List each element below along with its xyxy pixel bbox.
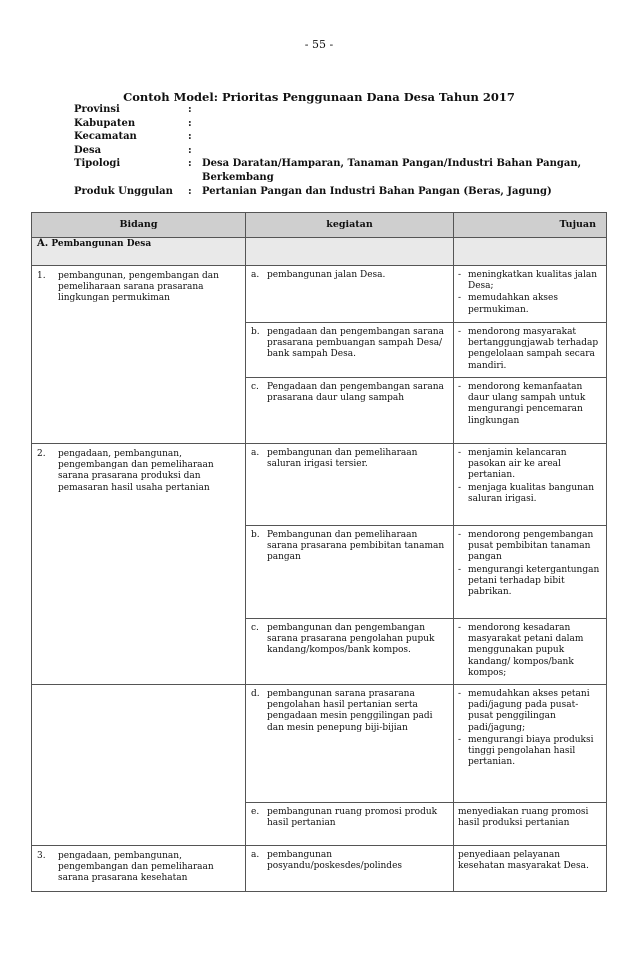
bidang-text: pengadaan, pembangunan, pengembangan dan pemeliharaan sarana prasarana kesehatan [58,851,214,884]
meta-colon: : [188,144,192,156]
meta-row-provinsi [74,103,587,117]
meta-colon: : [188,185,192,197]
meta-colon: : [188,158,192,170]
meta-label: Provinsi [74,104,120,115]
bidang-cell [32,846,246,892]
header-bidang: Bidang [32,213,246,238]
kegiatan-cell [246,378,454,444]
kegiatan-letter: a. [251,448,260,458]
meta-value [202,130,587,144]
kegiatan-letter: e. [251,807,260,817]
tujuan-item: - mendorong pengembangan pusat pembibitan tanaman pangan [458,530,594,563]
meta-colon: : [188,131,192,143]
meta-label: Desa [74,144,102,156]
kegiatan-text: pengadaan dan pengembangan sarana prasarana pembuangan sampah Desa/ bank sampah Desa. [267,327,444,360]
header-kegiatan: kegiatan [246,213,454,238]
section-empty-cell [454,238,607,266]
bidang-cell-empty [32,685,246,846]
metadata-block [74,103,587,198]
meta-colon: : [188,104,192,115]
tujuan-item: - mengurangi ketergantungan petani terhadap bibit pabrikan. [458,564,600,598]
bidang-number: 2. [37,449,46,459]
section-letter: A. [37,238,49,249]
table-row [32,685,607,803]
kegiatan-letter: d. [251,689,260,699]
tujuan-cell [454,378,607,444]
kegiatan-letter: a. [251,850,260,860]
tujuan-item: - mengurangi biaya produksi tinggi pengolahan hasil pertanian. [458,734,594,768]
bidang-cell [32,444,246,685]
tujuan-cell [454,619,607,685]
document-title: Contoh Model: Prioritas Penggunaan Dana Desa Tahun 2017 [123,90,515,104]
meta-label: Produk Unggulan [74,185,173,197]
section-title: Pembangunan Desa [51,239,152,249]
meta-value [202,144,587,158]
kegiatan-text: Pengadaan dan pengembangan sarana prasarana daur ulang sampah [267,382,444,404]
tujuan-item: - mendorong masyarakat bertanggungjawab terhadap pengelolaan sampah secara mandiri. [458,327,599,371]
tujuan-cell [454,685,607,803]
tujuan-item: - menjaga kualitas bangunan saluran irigasi. [458,482,595,504]
kegiatan-text: pembangunan jalan Desa. [267,270,386,280]
tujuan-cell [454,803,607,846]
meta-row-tipologi [74,157,587,184]
kegiatan-cell [246,323,454,378]
meta-label: Kabupaten [74,117,136,129]
kegiatan-letter: b. [251,530,260,540]
table-row [32,444,607,526]
kegiatan-cell [246,803,454,846]
tujuan-cell [454,526,607,619]
meta-colon: : [188,117,192,129]
kegiatan-cell [246,846,454,892]
meta-value [202,117,587,131]
tujuan-text: penyediaan pelayanan kesehatan masyarakat Desa. [458,850,589,872]
kegiatan-cell [246,444,454,526]
section-empty-cell [246,238,454,266]
table-row [32,266,607,323]
kegiatan-cell [246,266,454,323]
table-header-row [32,213,607,238]
kegiatan-cell [246,619,454,685]
kegiatan-letter: c. [251,623,259,633]
kegiatan-letter: c. [251,382,259,392]
meta-value: Desa Daratan/Hamparan, Tanaman Pangan/Industri Bahan Pangan, Berkembang [202,158,582,183]
priority-table [31,212,607,892]
meta-label: Kecamatan [74,131,137,143]
tujuan-item: - memudahkan akses permukiman. [458,293,558,315]
bidang-number: 3. [37,851,46,861]
kegiatan-cell [246,526,454,619]
kegiatan-text: pembangunan dan pengembangan sarana prasarana pengolahan pupuk kandang/kompos/bank kompos. [267,623,435,656]
page-number: - 55 - [304,38,334,51]
bidang-text: pembangunan, pengembangan dan pemeliharaan sarana prasarana lingkungan permukiman [58,271,219,304]
kegiatan-text: pembangunan dan pemeliharaan saluran irigasi tersier. [267,448,418,470]
bidang-text: pengadaan, pembangunan, pengembangan dan pemeliharaan sarana prasarana produksi dan pemasaran hasil usaha pertanian [58,449,214,493]
meta-value [202,103,587,117]
meta-value: Pertanian Pangan dan Industri Bahan Pangan (Beras, Jagung) [202,185,552,197]
header-tujuan: Tujuan [454,213,607,238]
tujuan-cell [454,266,607,323]
table-row [32,846,607,892]
meta-row-desa [74,144,587,158]
section-label [32,238,246,266]
kegiatan-text: pembangunan posyandu/poskesdes/polindes [267,850,403,872]
bidang-number: 1. [37,271,46,281]
section-row [32,238,607,266]
tujuan-item: - mendorong kemanfaatan daur ulang sampah untuk mengurangi pencemaran lingkungan [458,382,586,426]
tujuan-item: - memudahkan akses petani padi/jagung pada pusat-pusat penggilingan padi/jagung; [458,689,590,733]
tujuan-cell [454,444,607,526]
meta-row-kecamatan [74,130,587,144]
meta-row-produk-unggulan [74,185,587,199]
tujuan-text: menyediakan ruang promosi hasil produksi pertanian [458,807,589,829]
kegiatan-text: pembangunan sarana prasarana pengolahan hasil pertanian serta pengadaan mesin penggilingan padi dan mesin penepung biji-bijian [267,689,433,733]
kegiatan-letter: a. [251,270,260,280]
meta-label: Tipologi [74,158,121,170]
tujuan-item: - menjamin kelancaran pasokan air ke areal pertanian. [458,448,567,481]
kegiatan-text: Pembangunan dan pemeliharaan sarana prasarana pembibitan tanaman pangan [267,530,445,563]
tujuan-item: - meningkatkan kualitas jalan Desa; [458,270,598,292]
kegiatan-cell [246,685,454,803]
bidang-cell [32,266,246,444]
tujuan-item: - mendorong kesadaran masyarakat petani dalam menggunakan pupuk kandang/ kompos/bank kompos; [458,623,584,678]
tujuan-cell [454,323,607,378]
tujuan-cell [454,846,607,892]
kegiatan-text: pembangunan ruang promosi produk hasil pertanian [267,807,438,829]
meta-row-kabupaten [74,117,587,131]
kegiatan-letter: b. [251,327,260,337]
